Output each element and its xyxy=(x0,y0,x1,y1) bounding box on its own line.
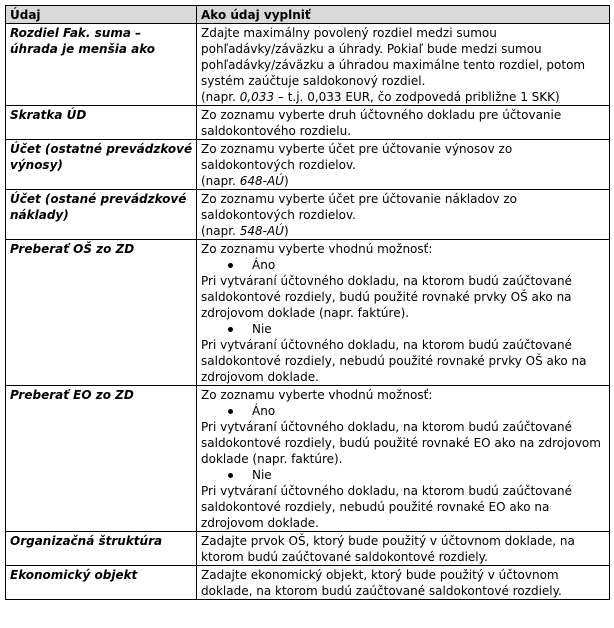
field-description-cell xyxy=(197,140,610,190)
field-example xyxy=(201,173,606,189)
example-prefix: (napr. xyxy=(201,224,240,238)
option-label-bullet: Áno xyxy=(201,257,606,273)
option-list xyxy=(201,257,606,385)
table-row xyxy=(6,24,610,106)
table-row xyxy=(6,140,610,190)
field-description: Zadajte ekonomický objekt, ktorý bude použitý v účtovnom doklade, na ktorom budú zaúčtované saldokontové rozdiely. xyxy=(201,568,562,598)
option-description: Pri vytváraní účtovného dokladu, na ktorom budú zaúčtované saldokontové rozdiely, budú použité rovnaké EO ako na zdrojovom doklade (napr. faktúre). xyxy=(201,420,601,466)
field-name: Skratka ÚD xyxy=(6,106,197,140)
table-header-row xyxy=(6,6,610,24)
field-name: Účet (ostatné prevádzkové výnosy) xyxy=(6,140,197,190)
example-suffix: – t.j. 0,033 EUR, čo zodpovedá približne 1 SKK) xyxy=(274,90,560,104)
field-description: Zdajte maximálny povolený rozdiel medzi sumou pohľadávky/záväzku a úhrady. Pokiaľ bude medzi sumou pohľadávky/záväzku a úhradou maximálne tento rozdiel, potom systém zaúčtuje saldokonový rozdiel. xyxy=(201,26,586,88)
option-description: Pri vytváraní účtovného dokladu, na ktorom budú zaúčtované saldokontové rozdiely, nebudú použité rovnaké prvky OŠ ako na zdrojovom doklade. xyxy=(201,338,587,384)
example-value: 548-AÚ xyxy=(239,224,284,238)
field-description: Zadajte prvok OŠ, ktorý bude použitý v účtovnom doklade, na ktorom budú zaúčtované saldokontové rozdiely. xyxy=(201,534,575,564)
table-row xyxy=(6,566,610,600)
field-description-cell xyxy=(197,24,610,106)
field-description-cell xyxy=(197,190,610,240)
option-label-bullet: Nie xyxy=(201,467,606,483)
field-description-table xyxy=(5,5,610,600)
field-description: Zo zoznamu vyberte druh účtovného dokladu pre účtovanie saldokontového rozdielu. xyxy=(201,108,562,138)
field-name: Rozdiel Fak. suma – úhrada je menšia ako xyxy=(6,24,197,106)
field-description: Zo zoznamu vyberte účet pre účtovanie nákladov zo saldokontových rozdielov. xyxy=(201,192,517,222)
table-row xyxy=(6,240,610,386)
column-header-description: Ako údaj vyplniť xyxy=(197,6,610,24)
example-suffix: ) xyxy=(283,174,289,188)
example-prefix: (napr. xyxy=(201,90,240,104)
field-description: Zo zoznamu vyberte vhodnú možnosť: xyxy=(201,388,433,402)
field-description-cell xyxy=(197,566,610,600)
field-name: Preberať OŠ zo ZD xyxy=(6,240,197,386)
field-name: Organizačná štruktúra xyxy=(6,532,197,566)
field-example xyxy=(201,89,606,105)
example-value: 648-AÚ xyxy=(239,174,284,188)
field-example xyxy=(201,223,606,239)
field-description-cell xyxy=(197,106,610,140)
example-suffix: ) xyxy=(283,224,289,238)
option-label-bullet: Áno xyxy=(201,403,606,419)
example-prefix: (napr. xyxy=(201,174,240,188)
table-row xyxy=(6,106,610,140)
field-description: Zo zoznamu vyberte účet pre účtovanie výnosov zo saldokontových rozdielov. xyxy=(201,142,513,172)
option-label-bullet: Nie xyxy=(201,321,606,337)
option-list xyxy=(201,403,606,531)
field-name: Preberať EO zo ZD xyxy=(6,386,197,532)
table-row xyxy=(6,190,610,240)
example-value: 0,033 xyxy=(239,90,275,104)
table-row xyxy=(6,532,610,566)
field-description: Zo zoznamu vyberte vhodnú možnosť: xyxy=(201,242,433,256)
field-description-cell xyxy=(197,386,610,532)
field-description-cell xyxy=(197,532,610,566)
field-description-cell xyxy=(197,240,610,386)
table-row xyxy=(6,386,610,532)
column-header-field: Údaj xyxy=(6,6,197,24)
field-name: Účet (ostané prevádzkové náklady) xyxy=(6,190,197,240)
option-description: Pri vytváraní účtovného dokladu, na ktorom budú zaúčtované saldokontové rozdiely, nebudú použité rovnaké EO ako na zdrojovom doklade. xyxy=(201,484,572,530)
option-description: Pri vytváraní účtovného dokladu, na ktorom budú zaúčtované saldokontové rozdiely, budú použité rovnaké prvky OŠ ako na zdrojovom doklade (napr. faktúre). xyxy=(201,274,572,320)
field-name: Ekonomický objekt xyxy=(6,566,197,600)
